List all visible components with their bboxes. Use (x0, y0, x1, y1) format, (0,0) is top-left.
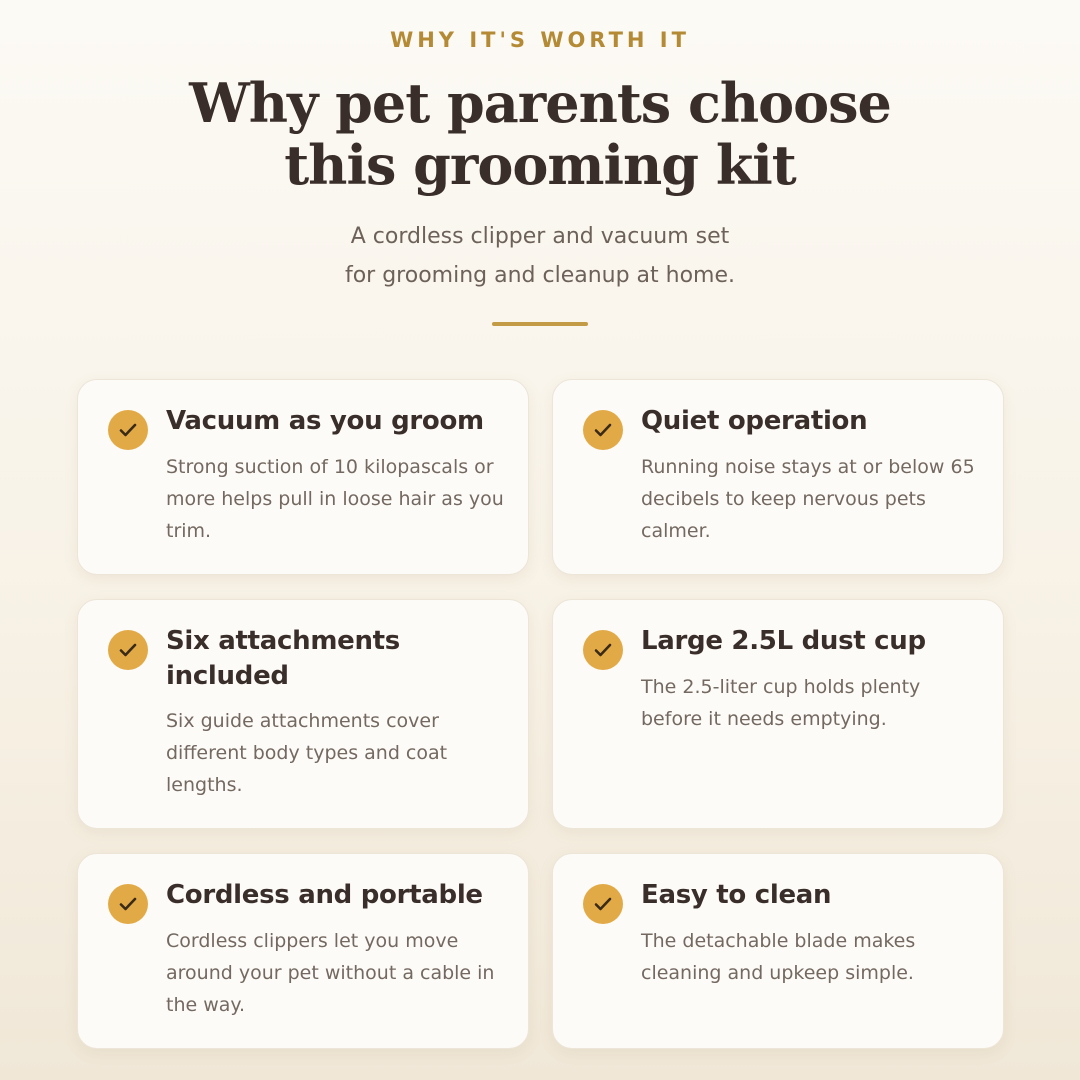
feature-card-attachments (77, 599, 529, 829)
feature-card-quiet (552, 379, 1004, 575)
feature-title: Quiet operation (641, 406, 868, 436)
feature-title: Six attachments included (166, 626, 400, 691)
feature-description: The detachable blade makes cleaning and upkeep simple. (641, 930, 916, 984)
check-icon (583, 884, 623, 924)
page-title-line-1: Why pet parents choose (189, 71, 891, 135)
feature-description: Cordless clippers let you move around your pet without a cable in the way. (166, 930, 495, 1016)
feature-title: Large 2.5L dust cup (641, 626, 926, 656)
header-divider (492, 322, 588, 326)
page-subtitle-line-1: A cordless clipper and vacuum set (350, 224, 730, 249)
feature-description: Strong suction of 10 kilopascals or more helps pull in loose hair as you trim. (166, 456, 504, 542)
feature-description: The 2.5-liter cup holds plenty before it needs emptying. (641, 676, 921, 730)
check-icon (108, 410, 148, 450)
feature-title: Cordless and portable (166, 880, 483, 910)
page-title-line-2: this grooming kit (284, 133, 796, 197)
feature-description: Running noise stays at or below 65 decibels to keep nervous pets calmer. (641, 456, 975, 542)
page-title (0, 72, 1080, 196)
page-subtitle (0, 217, 1080, 295)
feature-card-vacuum (77, 379, 529, 575)
feature-description: Six guide attachments cover different body types and coat lengths. (166, 710, 448, 796)
page-subtitle-line-2: for grooming and cleanup at home. (344, 263, 736, 288)
feature-card-easy-clean (552, 853, 1004, 1049)
eyebrow-label: WHY IT'S WORTH IT (390, 28, 690, 52)
check-icon (583, 630, 623, 670)
feature-title: Vacuum as you groom (166, 406, 484, 436)
feature-card-cordless (77, 853, 529, 1049)
check-icon (108, 884, 148, 924)
check-icon (583, 410, 623, 450)
feature-title: Easy to clean (641, 880, 832, 910)
feature-card-dust-cup (552, 599, 1004, 829)
check-icon (108, 630, 148, 670)
